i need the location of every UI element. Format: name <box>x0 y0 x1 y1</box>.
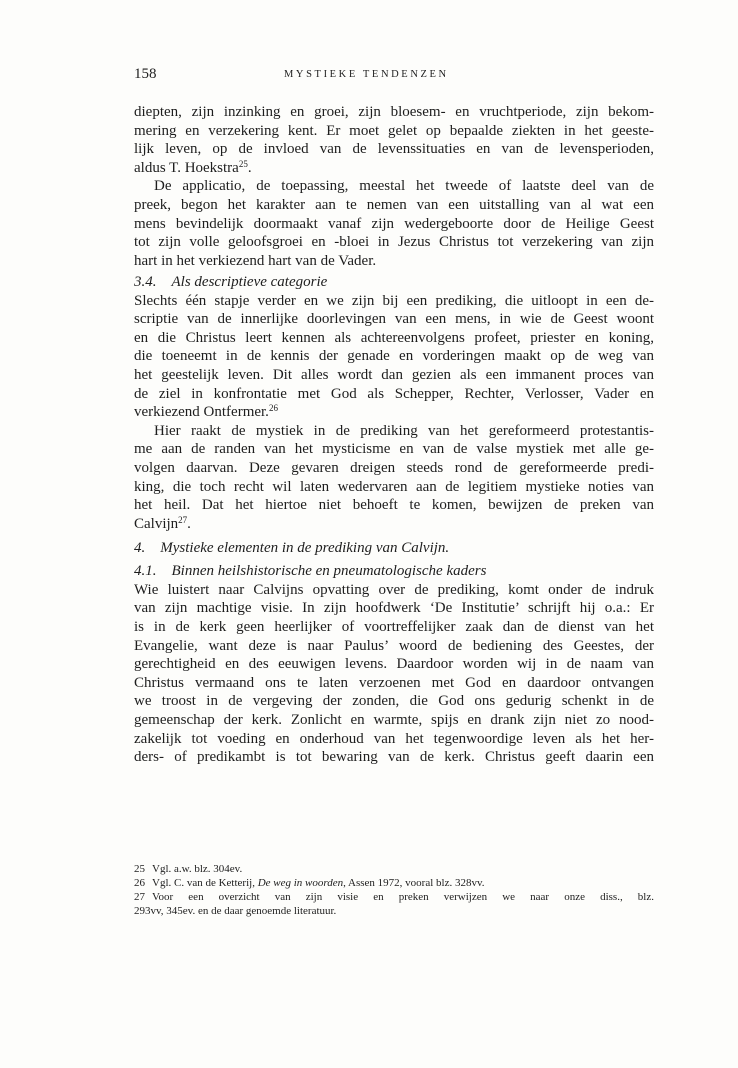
paragraph <box>134 422 654 534</box>
text-line: het geestelijk leven. Dit alles wordt dan gezien als een immanent proces van <box>134 367 654 384</box>
text-line: De applicatio, de toepassing, meestal het tweede of laatste deel van de <box>154 178 654 195</box>
page-number: 158 <box>134 66 157 82</box>
body-text <box>134 103 654 767</box>
footnote: 27 Voor een overzicht van zijn visie en preken verwijzen we naar onze diss., blz. <box>134 891 654 903</box>
text-line: we troost in de vergeving der zonden, die God ons gedurig schenkt in de <box>134 693 654 710</box>
text-line: hart in het verkiezend hart van de Vader. <box>134 252 377 269</box>
text-line: Calvijn$^{27}$. <box>134 514 191 532</box>
text-line: Slechts één stapje verder en we zijn bij een prediking, die uitloopt in een de- <box>134 292 654 309</box>
text-line: Evangelie, want deze is naar Paulus’ woord de bediening des Geestes, der <box>134 637 654 654</box>
text-line: mens bevindelijk doormaakt vanaf zijn wedergeboorte door de Heilige Geest <box>134 215 654 232</box>
text-line: verkiezend Ontfermer.$^{26}$ <box>134 403 278 421</box>
text-line: het heil. Dat het hiertoe niet behoeft te komen, bewijzen de preken van <box>134 497 654 514</box>
text-line: lijk leven, op de invloed van de levenssituaties en van de levensperioden, <box>134 141 654 158</box>
text-line: me aan de randen van het mysticisme en van de valse mystiek met alle ge- <box>134 441 654 458</box>
footnote-ref: 26 <box>268 403 278 414</box>
text-line: en die Christus leert kennen als achtereenvolgens profeet, priester en koning, <box>134 329 654 346</box>
text-line: gemeenschap der kerk. Zonlicht en warmte, spijs en drank zijn niet zo nood- <box>134 712 654 728</box>
text-line: zakelijk tot voeding en onderhoud van het tegenwoordige leven als het her- <box>134 730 654 747</box>
footnote-continuation: 293vv, 345ev. en de daar genoemde literatuur. <box>134 905 337 917</box>
cited-title: De weg in woorden <box>257 877 344 889</box>
footnote-ref: 25 <box>238 158 248 169</box>
text-line: de ziel in konfrontatie met God als Schepper, Rechter, Verlosser, Vader en <box>134 385 654 402</box>
text-line: volgen daarvan. Deze gevaren dreigen steeds rond de gereformeerde predi- <box>134 460 654 477</box>
footnote-number: 25 <box>134 863 145 875</box>
footnote-number: 27 <box>134 891 145 903</box>
paragraph <box>134 103 654 177</box>
text-line: scriptie van de innerlijke doorlevingen van een mens, in wie de Geest woont <box>134 311 654 328</box>
subsection-heading: 4.1. Binnen heilshistorische en pneumatologische kaders <box>134 563 487 580</box>
text-line: Christus vermaand ons te laten verzoenen met God en daardoor ontvangen <box>134 674 654 691</box>
text-line: gerechtigheid en des eeuwigen levens. Daardoor worden wij in de naam van <box>134 656 654 673</box>
footnote: 25 Vgl. a.w. blz. 304ev. <box>134 863 243 875</box>
text-line: king, die toch recht wil laten wedervaren aan de legitiem mystieke noties van <box>134 478 654 495</box>
footnote-ref: 27 <box>178 514 188 525</box>
footnote-number: 26 <box>134 877 145 889</box>
text-line: diepten, zijn inzinking en groei, zijn bloesem- en vruchtperiode, zijn bekom- <box>134 104 654 120</box>
text-line: ders- of predikambt is tot bewaring van de kerk. Christus geeft daarin een <box>134 749 654 766</box>
paragraph <box>134 177 654 270</box>
footnote: 26 Vgl. C. van de Ketterij, De weg in woorden, Assen 1972, vooral blz. 328vv. <box>134 877 485 889</box>
paragraph <box>134 581 654 767</box>
text-line: van zijn machtige visie. In zijn hoofdwerk ‘De Institutie’ schrijft hij o.a.: Er <box>134 600 654 617</box>
text-line: aldus T. Hoekstra$^{25}$. <box>134 158 252 176</box>
text-line: Hier raakt de mystiek in de prediking van het gereformeerd protestantis- <box>154 422 654 439</box>
text-line: die toeneemt in de kennis der genade en vorderingen maakt op de weg van <box>134 348 654 365</box>
text-line: preek, begon het karakter aan te nemen van een uitstalling van al wat een <box>134 197 654 214</box>
text-line: Wie luistert naar Calvijns opvatting over de prediking, komt onder de indruk <box>134 581 654 598</box>
page-header <box>134 66 654 88</box>
text-line: is in de kerk geen heerlijker of voortreffelijker zaak dan de dienst van het <box>134 618 654 635</box>
section-heading: 4. Mystieke elementen in de prediking van Calvijn. <box>134 539 450 556</box>
text-line: tot zijn volle geloofsgroei en -bloei in Jezus Christus tot verzekering van zijn <box>134 234 654 251</box>
paragraph <box>134 292 654 422</box>
text-line: mering en verzekering kent. Er moet gelet op bepaalde ziekten in het geeste- <box>134 122 654 139</box>
section-heading: 3.4. Als descriptieve categorie <box>134 273 328 290</box>
running-title: MYSTIEKE TENDENZEN <box>284 69 449 80</box>
footnotes <box>134 862 654 918</box>
